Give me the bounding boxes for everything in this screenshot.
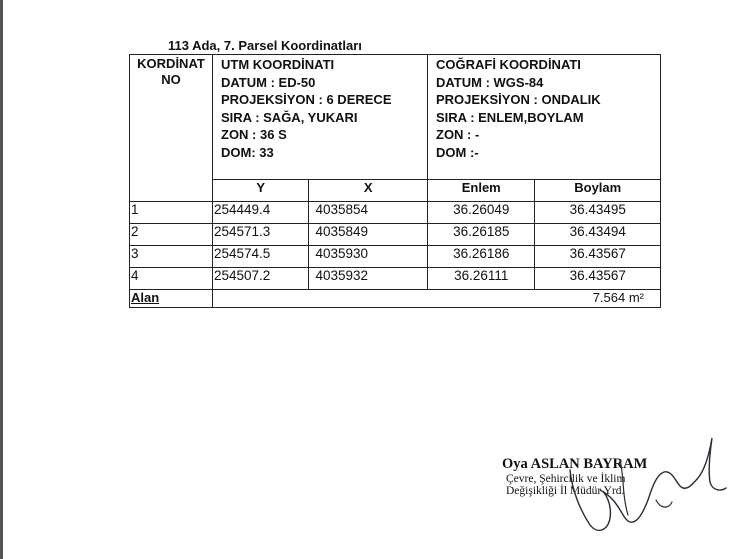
col-lon-header: Boylam [535, 180, 661, 202]
col-y-header: Y [213, 180, 309, 202]
col-x-header: X [309, 180, 428, 202]
col-lat-header: Enlem [428, 180, 535, 202]
table-caption: 113 Ada, 7. Parsel Koordinatları [168, 38, 362, 53]
kordinat-no-header: KORDİNAT NO [130, 55, 213, 202]
signatory-title-line2: Değişikliği İl Müdür Yrd. [506, 485, 625, 497]
page-edge [0, 0, 3, 559]
header-row [130, 55, 661, 180]
table-row: 1 254449.4 4035854 36.26049 36.43495 [130, 202, 661, 224]
geographic-header: COĞRAFİ KOORDİNATI DATUM : WGS-84 PROJEKSİYON : ONDALIK SIRA : ENLEM,BOYLAM ZON : - DOM :- [428, 55, 661, 180]
signatory-title-line1: Çevre, Şehircilik ve İklim [506, 473, 626, 485]
utm-header: UTM KOORDİNATI DATUM : ED-50 PROJEKSİYON : 6 DERECE SIRA : SAĞA, YUKARI ZON : 36 S DOM: 33 [213, 55, 428, 180]
table-row: 3 254574.5 4035930 36.26186 36.43567 [130, 246, 661, 268]
handwritten-signature [560, 430, 730, 540]
area-row [130, 290, 661, 308]
area-value: 7.564 m² [213, 290, 661, 308]
signatory-name: Oya ASLAN BAYRAM [502, 456, 648, 472]
area-label: Alan [130, 290, 213, 308]
table-row: 4 254507.2 4035932 36.26111 36.43567 [130, 268, 661, 290]
table-row: 2 254571.3 4035849 36.26185 36.43494 [130, 224, 661, 246]
coordinate-table [129, 54, 661, 308]
